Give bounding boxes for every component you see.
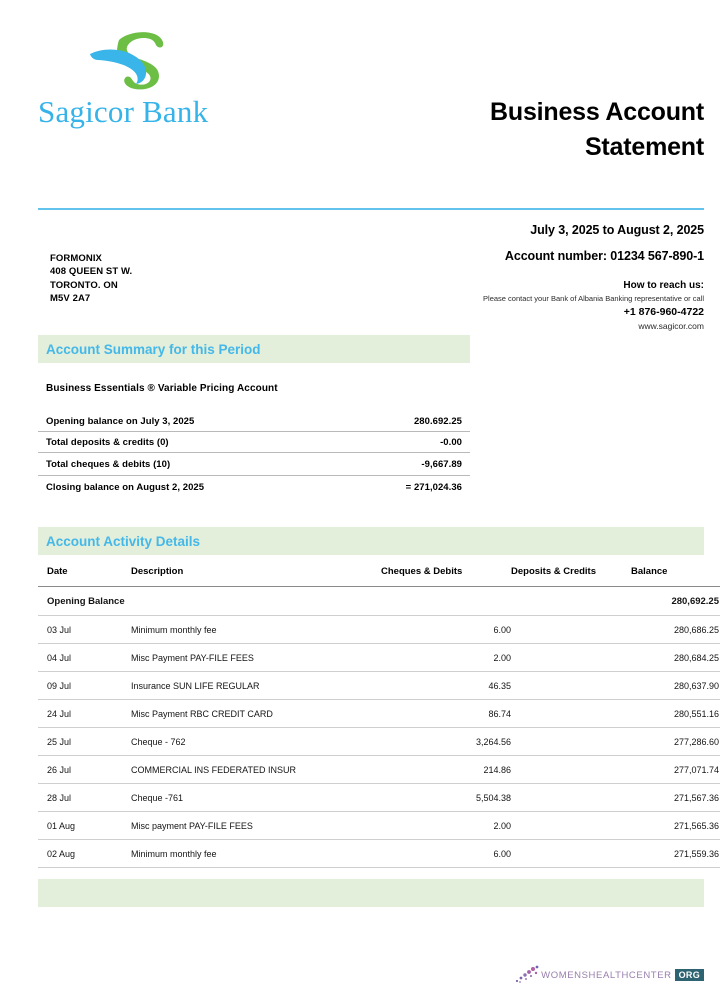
bank-logo (38, 28, 268, 130)
row-debit: 86.74 (381, 700, 511, 728)
summary-label: Opening balance on July 3, 2025 (46, 416, 195, 427)
opening-balance-label: Opening Balance (38, 587, 381, 616)
table-row (38, 616, 720, 644)
row-date: 26 Jul (38, 756, 125, 784)
summary-row (38, 411, 470, 432)
row-credit (511, 784, 631, 812)
row-balance: 271,565.36 (631, 812, 720, 840)
account-activity-heading: Account Activity Details (38, 527, 704, 555)
summary-table (38, 411, 470, 498)
watermark-badge: ORG (675, 969, 704, 981)
table-row (38, 644, 720, 672)
contact-website[interactable]: www.sagicor.com (638, 321, 704, 331)
contact-instruction: Please contact your Bank of Albania Banking representative or call (483, 294, 704, 303)
customer-city: TORONTO. ON (50, 279, 118, 291)
account-summary (38, 363, 470, 498)
activity-table (38, 555, 720, 868)
column-header-date: Date (38, 555, 125, 587)
row-description: Misc Payment RBC CREDIT CARD (125, 700, 381, 728)
row-date: 28 Jul (38, 784, 125, 812)
row-balance: 280,551.16 (631, 700, 720, 728)
summary-row (38, 432, 470, 453)
row-balance: 280,686.25 (631, 616, 720, 644)
table-row (38, 672, 720, 700)
row-date: 03 Jul (38, 616, 125, 644)
row-debit: 2.00 (381, 644, 511, 672)
row-description: Minimum monthly fee (125, 840, 381, 868)
contact-heading: How to reach us: (623, 280, 704, 291)
summary-amount: -0.00 (349, 432, 470, 453)
row-description: COMMERCIAL INS FEDERATED INSUR (125, 756, 381, 784)
row-description: Insurance SUN LIFE REGULAR (125, 672, 381, 700)
row-credit (511, 672, 631, 700)
row-debit: 5,504.38 (381, 784, 511, 812)
statement-meta (38, 210, 704, 335)
row-balance: 271,559.36 (631, 840, 720, 868)
row-description: Misc Payment PAY-FILE FEES (125, 644, 381, 672)
page-title-line1: Business Account (490, 98, 704, 126)
summary-amount: -9,667.89 (349, 453, 470, 476)
page-title-line2: Statement (584, 132, 704, 161)
row-balance: 277,071.74 (631, 756, 720, 784)
row-debit: 46.35 (381, 672, 511, 700)
customer-postal: M5V 2A7 (50, 293, 91, 305)
row-credit (511, 700, 631, 728)
summary-amount: = 271,024.36 (349, 476, 470, 499)
statement-period: July 3, 2025 to August 2, 2025 (530, 223, 704, 237)
summary-amount: 280.692.25 (413, 416, 462, 427)
page-title (304, 95, 704, 164)
summary-row (38, 476, 470, 499)
summary-label: Total cheques & debits (10) (38, 453, 349, 476)
row-debit: 2.00 (381, 812, 511, 840)
customer-address (50, 252, 132, 306)
sagicor-swoosh-icon (86, 28, 182, 92)
statement-header (38, 0, 704, 180)
row-credit (511, 756, 631, 784)
row-description: Cheque - 762 (125, 728, 381, 756)
table-header-row (38, 555, 720, 587)
row-credit (511, 728, 631, 756)
row-debit: 6.00 (381, 840, 511, 868)
statement-info (264, 223, 704, 331)
activity-footer-band (38, 879, 704, 907)
contact-phone[interactable]: +1 876-960-4722 (623, 306, 704, 318)
row-description: Cheque -761 (125, 784, 381, 812)
row-credit (511, 840, 631, 868)
bank-wordmark: Sagicor Bank (38, 94, 209, 129)
table-row (38, 700, 720, 728)
row-date: 24 Jul (38, 700, 125, 728)
row-balance: 271,567.36 (631, 784, 720, 812)
customer-street: 408 QUEEN ST W. (50, 266, 133, 278)
table-row (38, 756, 720, 784)
row-balance: 280,637.90 (631, 672, 720, 700)
page-content (38, 0, 719, 907)
column-header-debits: Cheques & Debits (381, 555, 511, 587)
opening-balance-amount: 280,692.25 (631, 587, 720, 616)
summary-row (38, 453, 470, 476)
table-row (38, 840, 720, 868)
account-number: Account number: 01234 567-890-1 (504, 249, 704, 263)
row-debit: 3,264.56 (381, 728, 511, 756)
row-debit: 214.86 (381, 756, 511, 784)
customer-name: FORMONIX (50, 253, 102, 264)
row-balance: 280,684.25 (631, 644, 720, 672)
summary-label: Closing balance on August 2, 2025 (38, 476, 349, 499)
summary-label: Total deposits & credits (0) (38, 432, 349, 453)
row-balance: 277,286.60 (631, 728, 720, 756)
row-description: Minimum monthly fee (125, 616, 381, 644)
watermark-text: WOMENSHEALTHCENTER (541, 969, 672, 981)
row-date: 09 Jul (38, 672, 125, 700)
account-type-label: Business Essentials ® Variable Pricing Account (46, 383, 278, 394)
watermark (514, 964, 704, 986)
row-description: Misc payment PAY-FILE FEES (125, 812, 381, 840)
row-date: 01 Aug (38, 812, 125, 840)
row-date: 02 Aug (38, 840, 125, 868)
column-header-balance: Balance (631, 555, 720, 587)
table-row (38, 728, 720, 756)
table-row (38, 812, 720, 840)
column-header-description: Description (125, 555, 381, 587)
row-debit: 6.00 (381, 616, 511, 644)
table-row (38, 784, 720, 812)
row-credit (511, 812, 631, 840)
row-credit (511, 644, 631, 672)
row-date: 04 Jul (38, 644, 125, 672)
row-credit (511, 616, 631, 644)
dot-scatter-icon (514, 965, 540, 985)
row-date: 25 Jul (38, 728, 125, 756)
opening-balance-row (38, 587, 720, 616)
column-header-credits: Deposits & Credits (511, 555, 631, 587)
account-summary-heading: Account Summary for this Period (38, 335, 470, 363)
